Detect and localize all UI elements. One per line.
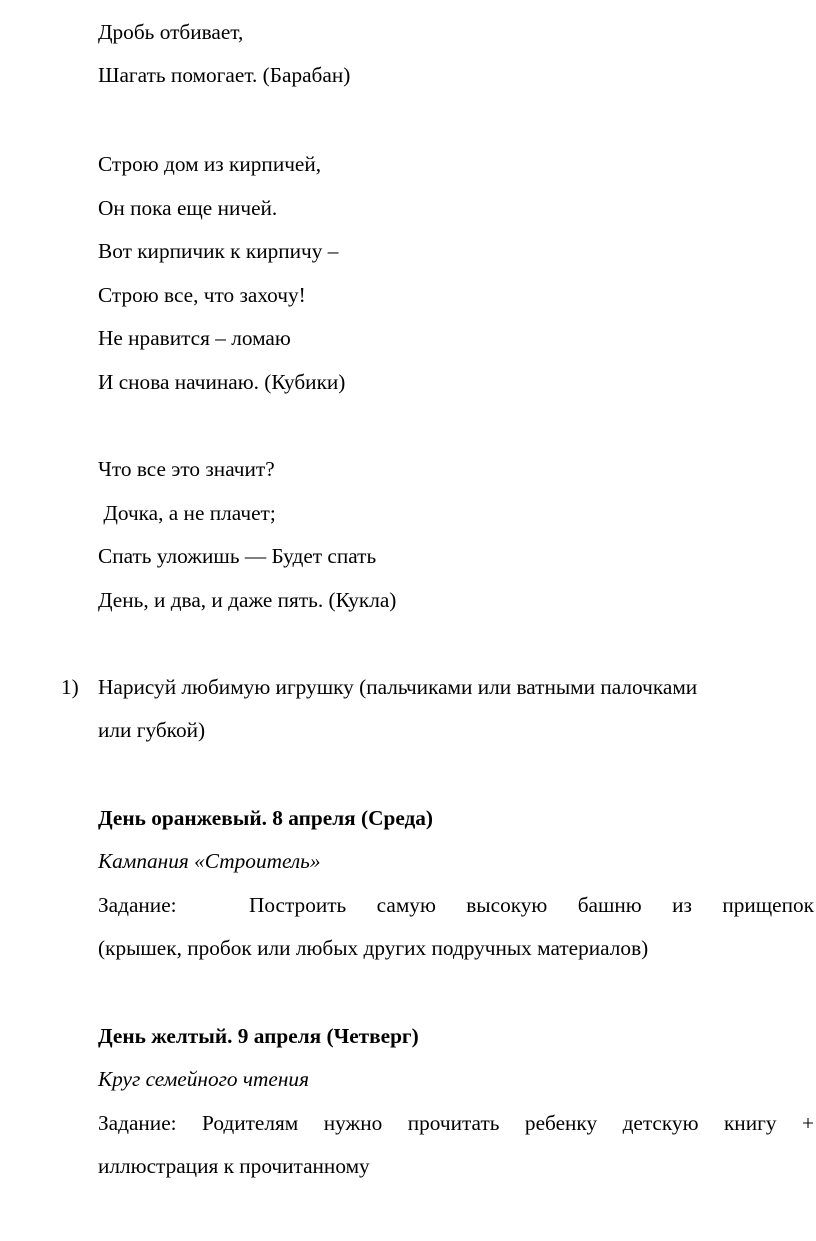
- riddle-doll-line-1: Что все это значит?: [98, 457, 275, 481]
- day-yellow-task-line-2: иллюстрация к прочитанному: [98, 1154, 370, 1178]
- riddle-doll-line-3: Спать уложишь — Будет спать: [98, 544, 377, 568]
- day-orange-task-line-1: [98, 891, 814, 919]
- day-yellow-task-word: нужно: [323, 1111, 383, 1135]
- task-list-number: 1): [61, 675, 79, 699]
- day-yellow-task-line-1: [98, 1109, 814, 1137]
- day-yellow-campaign: Круг семейного чтения: [98, 1067, 309, 1091]
- day-orange-campaign: Кампания «Строитель»: [98, 849, 321, 873]
- day-orange-heading: День оранжевый. 8 апреля (Среда): [98, 806, 433, 830]
- day-yellow-task-word: +: [801, 1111, 814, 1135]
- riddle-blocks-line-2: Он пока еще ничей.: [98, 196, 278, 220]
- riddle-blocks-line-1: Строю дом из кирпичей,: [98, 152, 322, 176]
- day-orange-task-word: из: [672, 893, 692, 917]
- riddle-drum-line-1: Дробь отбивает,: [98, 20, 244, 44]
- task-list-line-2: или губкой): [98, 718, 206, 742]
- day-orange-task-word: высокую: [466, 893, 548, 917]
- day-yellow-task-word: ребенку: [524, 1111, 598, 1135]
- day-yellow-task-word: детскую: [622, 1111, 699, 1135]
- day-yellow-task-label: Задание:: [98, 1111, 177, 1135]
- day-yellow-task-word: Родителям: [202, 1111, 299, 1135]
- task-list-line-1: Нарисуй любимую игрушку (пальчиками или ватными палочками: [98, 675, 698, 699]
- day-orange-task-word: башню: [577, 893, 642, 917]
- riddle-drum-line-2: Шагать помогает. (Барабан): [98, 63, 351, 87]
- riddle-blocks-line-5: Не нравится – ломаю: [98, 326, 291, 350]
- day-yellow-task-word: книгу: [723, 1111, 777, 1135]
- day-orange-task-line-2: (крышек, пробок или любых других подручных материалов): [98, 936, 649, 960]
- riddle-doll-line-4: День, и два, и даже пять. (Кукла): [98, 588, 397, 612]
- riddle-blocks-line-3: Вот кирпичик к кирпичу –: [98, 239, 339, 263]
- day-orange-task-word: Построить: [248, 893, 347, 917]
- day-orange-task-word: самую: [376, 893, 436, 917]
- riddle-blocks-line-6: И снова начинаю. (Кубики): [98, 370, 346, 394]
- day-yellow-heading: День желтый. 9 апреля (Четверг): [98, 1024, 419, 1048]
- day-yellow-task-word: прочитать: [407, 1111, 500, 1135]
- day-orange-task-word: прищепок: [722, 893, 814, 917]
- riddle-blocks-line-4: Строю все, что захочу!: [98, 283, 306, 307]
- riddle-doll-line-2: Дочка, а не плачет;: [98, 501, 276, 525]
- day-orange-task-label: Задание:: [98, 893, 177, 917]
